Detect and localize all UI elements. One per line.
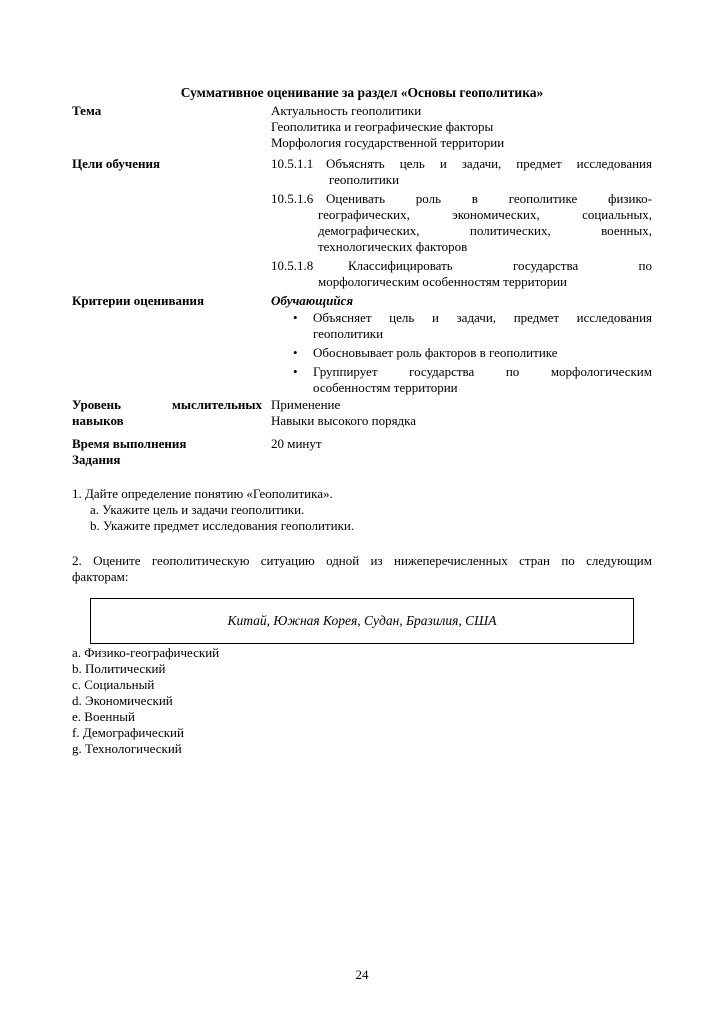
criteria-heading: Обучающийся [271,293,354,308]
goal-continuation [271,172,652,188]
time-label [72,436,262,468]
level-label-line: навыков [72,413,124,428]
criteria-text: особенностям территории [313,380,458,395]
list-item: c. Социальный [72,677,155,692]
list-item: a. Физико-географический [72,645,220,660]
question-2-text: факторам: [72,569,129,584]
goal-code: 10.5.1.6 [271,191,314,206]
criteria-text: Объясняет цель и задачи, предмет исследования [313,310,652,325]
question-1 [72,486,652,534]
goal-continuation [271,274,652,290]
level-line: Применение [271,397,341,412]
page-number: 24 [355,967,369,982]
list-item [271,310,652,342]
criteria-text: Группирует государства по морфологическим [313,364,652,379]
page-title: Суммативное оценивание за раздел «Основы геополитика» [180,85,544,100]
goal-code: 10.5.1.1 [271,156,314,171]
topic-line: Актуальность геополитики [271,103,422,118]
topic-label: Тема [72,103,102,118]
goal-text: Объяснять цель и задачи, предмет исследования [326,156,652,171]
goal-text: геополитики [329,172,400,187]
time-content [271,436,652,452]
list-item: d. Экономический [72,693,173,708]
bullet-icon: • [293,345,298,360]
bullet-icon: • [293,310,298,325]
goal-text: демографических, политических, военных, [318,223,652,238]
goal-item [271,191,652,207]
list-item: g. Технологический [72,741,182,756]
time-label-line: Время выполнения [72,436,187,451]
question-1-text: 1. Дайте определение понятию «Геополитика». [72,486,333,501]
countries-text: Китай, Южная Корея, Судан, Бразилия, США [227,613,497,628]
criteria-label: Критерии оценивания [72,293,205,308]
level-line: Навыки высокого порядка [271,413,417,428]
goal-continuation [271,207,652,255]
topic-content [271,103,652,151]
time-value: 20 минут [271,436,322,451]
bullet-icon: • [293,364,298,379]
level-content [271,397,652,429]
question-1-sub: a. Укажите цель и задачи геополитики. [90,502,305,517]
time-label-line: Задания [72,452,121,467]
question-1-subs [72,502,652,534]
goals-content [271,156,652,290]
goals-label: Цели обучения [72,156,161,171]
list-item [271,364,652,396]
question-1-sub: b. Укажите предмет исследования геополитики. [90,518,355,533]
criteria-list [271,310,652,396]
topic-line: Морфология государственной территории [271,135,505,150]
question-2-text: 2. Оцените геополитическую ситуацию одной из нижеперечисленных стран по следующим [72,553,652,568]
question-2 [72,553,652,585]
countries-box [90,598,634,644]
list-item: e. Военный [72,709,135,724]
level-label [72,397,262,429]
goal-text: Классифицировать государства по [348,258,652,273]
criteria-text: геополитики [313,326,384,341]
level-label-line: Уровень мыслительных [72,397,262,412]
goal-text: Оценивать роль в геополитике физико- [326,191,652,206]
goal-text: географических, экономических, социальных, [318,207,652,222]
factors-list [72,645,652,757]
list-item: f. Демографический [72,725,184,740]
topic-line: Геополитика и географические факторы [271,119,494,134]
goal-text: морфологическим особенностям территории [318,274,568,289]
goal-text: технологических факторов [318,239,468,254]
goal-item [271,258,652,274]
list-item [271,345,652,361]
goal-item [271,156,652,172]
criteria-content [271,293,652,396]
list-item: b. Политический [72,661,166,676]
goal-code: 10.5.1.8 [271,258,314,273]
criteria-text: Обосновывает роль факторов в геополитике [313,345,558,360]
